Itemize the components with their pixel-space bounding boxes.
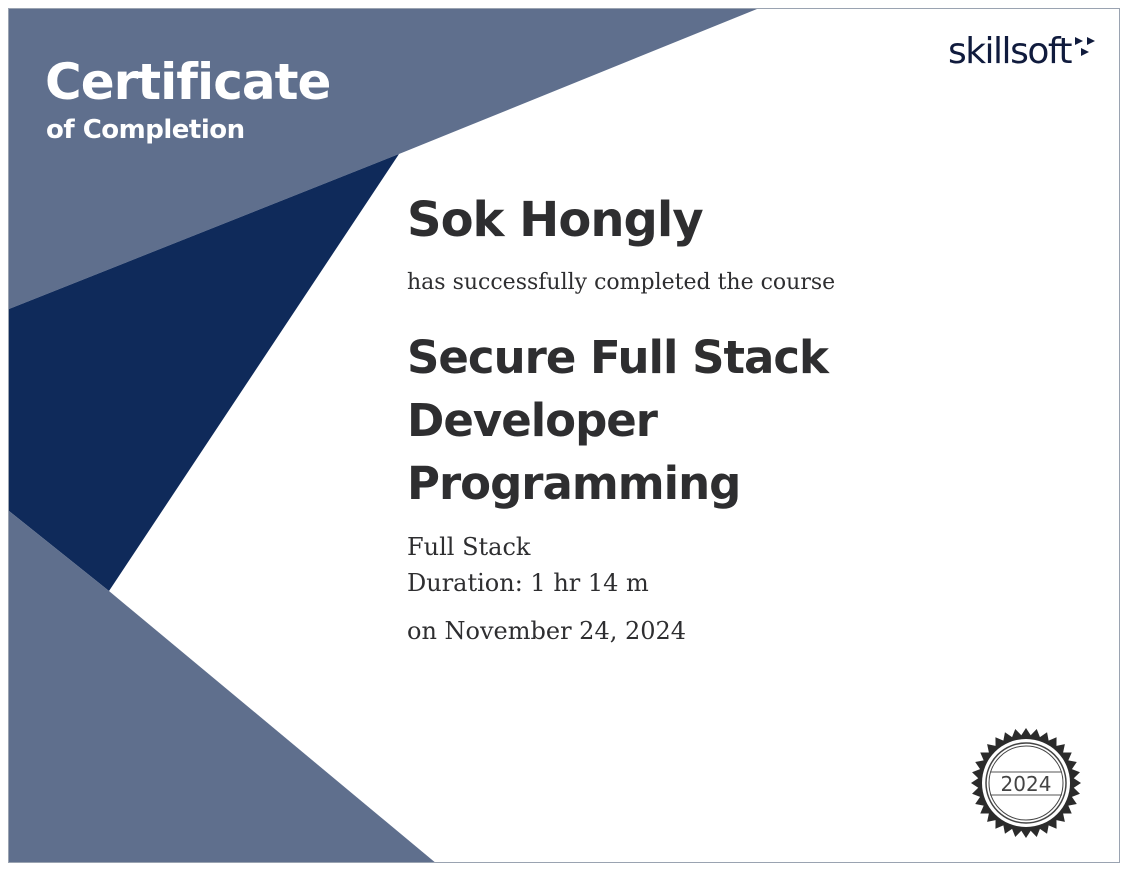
recipient-name: Sok Hongly xyxy=(407,192,703,248)
skillsoft-logo xyxy=(947,31,1101,72)
certificate-title: Certificate xyxy=(45,53,331,111)
certificate-content xyxy=(407,189,1097,649)
completion-statement: has successfully completed the course xyxy=(407,270,836,296)
completion-date: on November 24, 2024 xyxy=(407,616,687,645)
course-title-line: Secure Full Stack xyxy=(407,330,828,384)
course-title xyxy=(407,326,1097,515)
course-title-line: Developer xyxy=(407,393,657,447)
certificate-frame xyxy=(8,8,1120,863)
brand-name: skillsoft xyxy=(947,31,1071,72)
seal-year: 2024 xyxy=(1000,772,1052,796)
course-title-line: Programming xyxy=(407,456,741,510)
bottom-left-slate-shape xyxy=(9,511,437,863)
skillsoft-arrows-logo-icon xyxy=(1073,36,1101,58)
course-category: Full Stack xyxy=(407,532,531,561)
award-seal-icon xyxy=(970,727,1082,839)
course-duration: Duration: 1 hr 14 m xyxy=(407,568,649,597)
certificate-subtitle: of Completion xyxy=(46,115,245,145)
